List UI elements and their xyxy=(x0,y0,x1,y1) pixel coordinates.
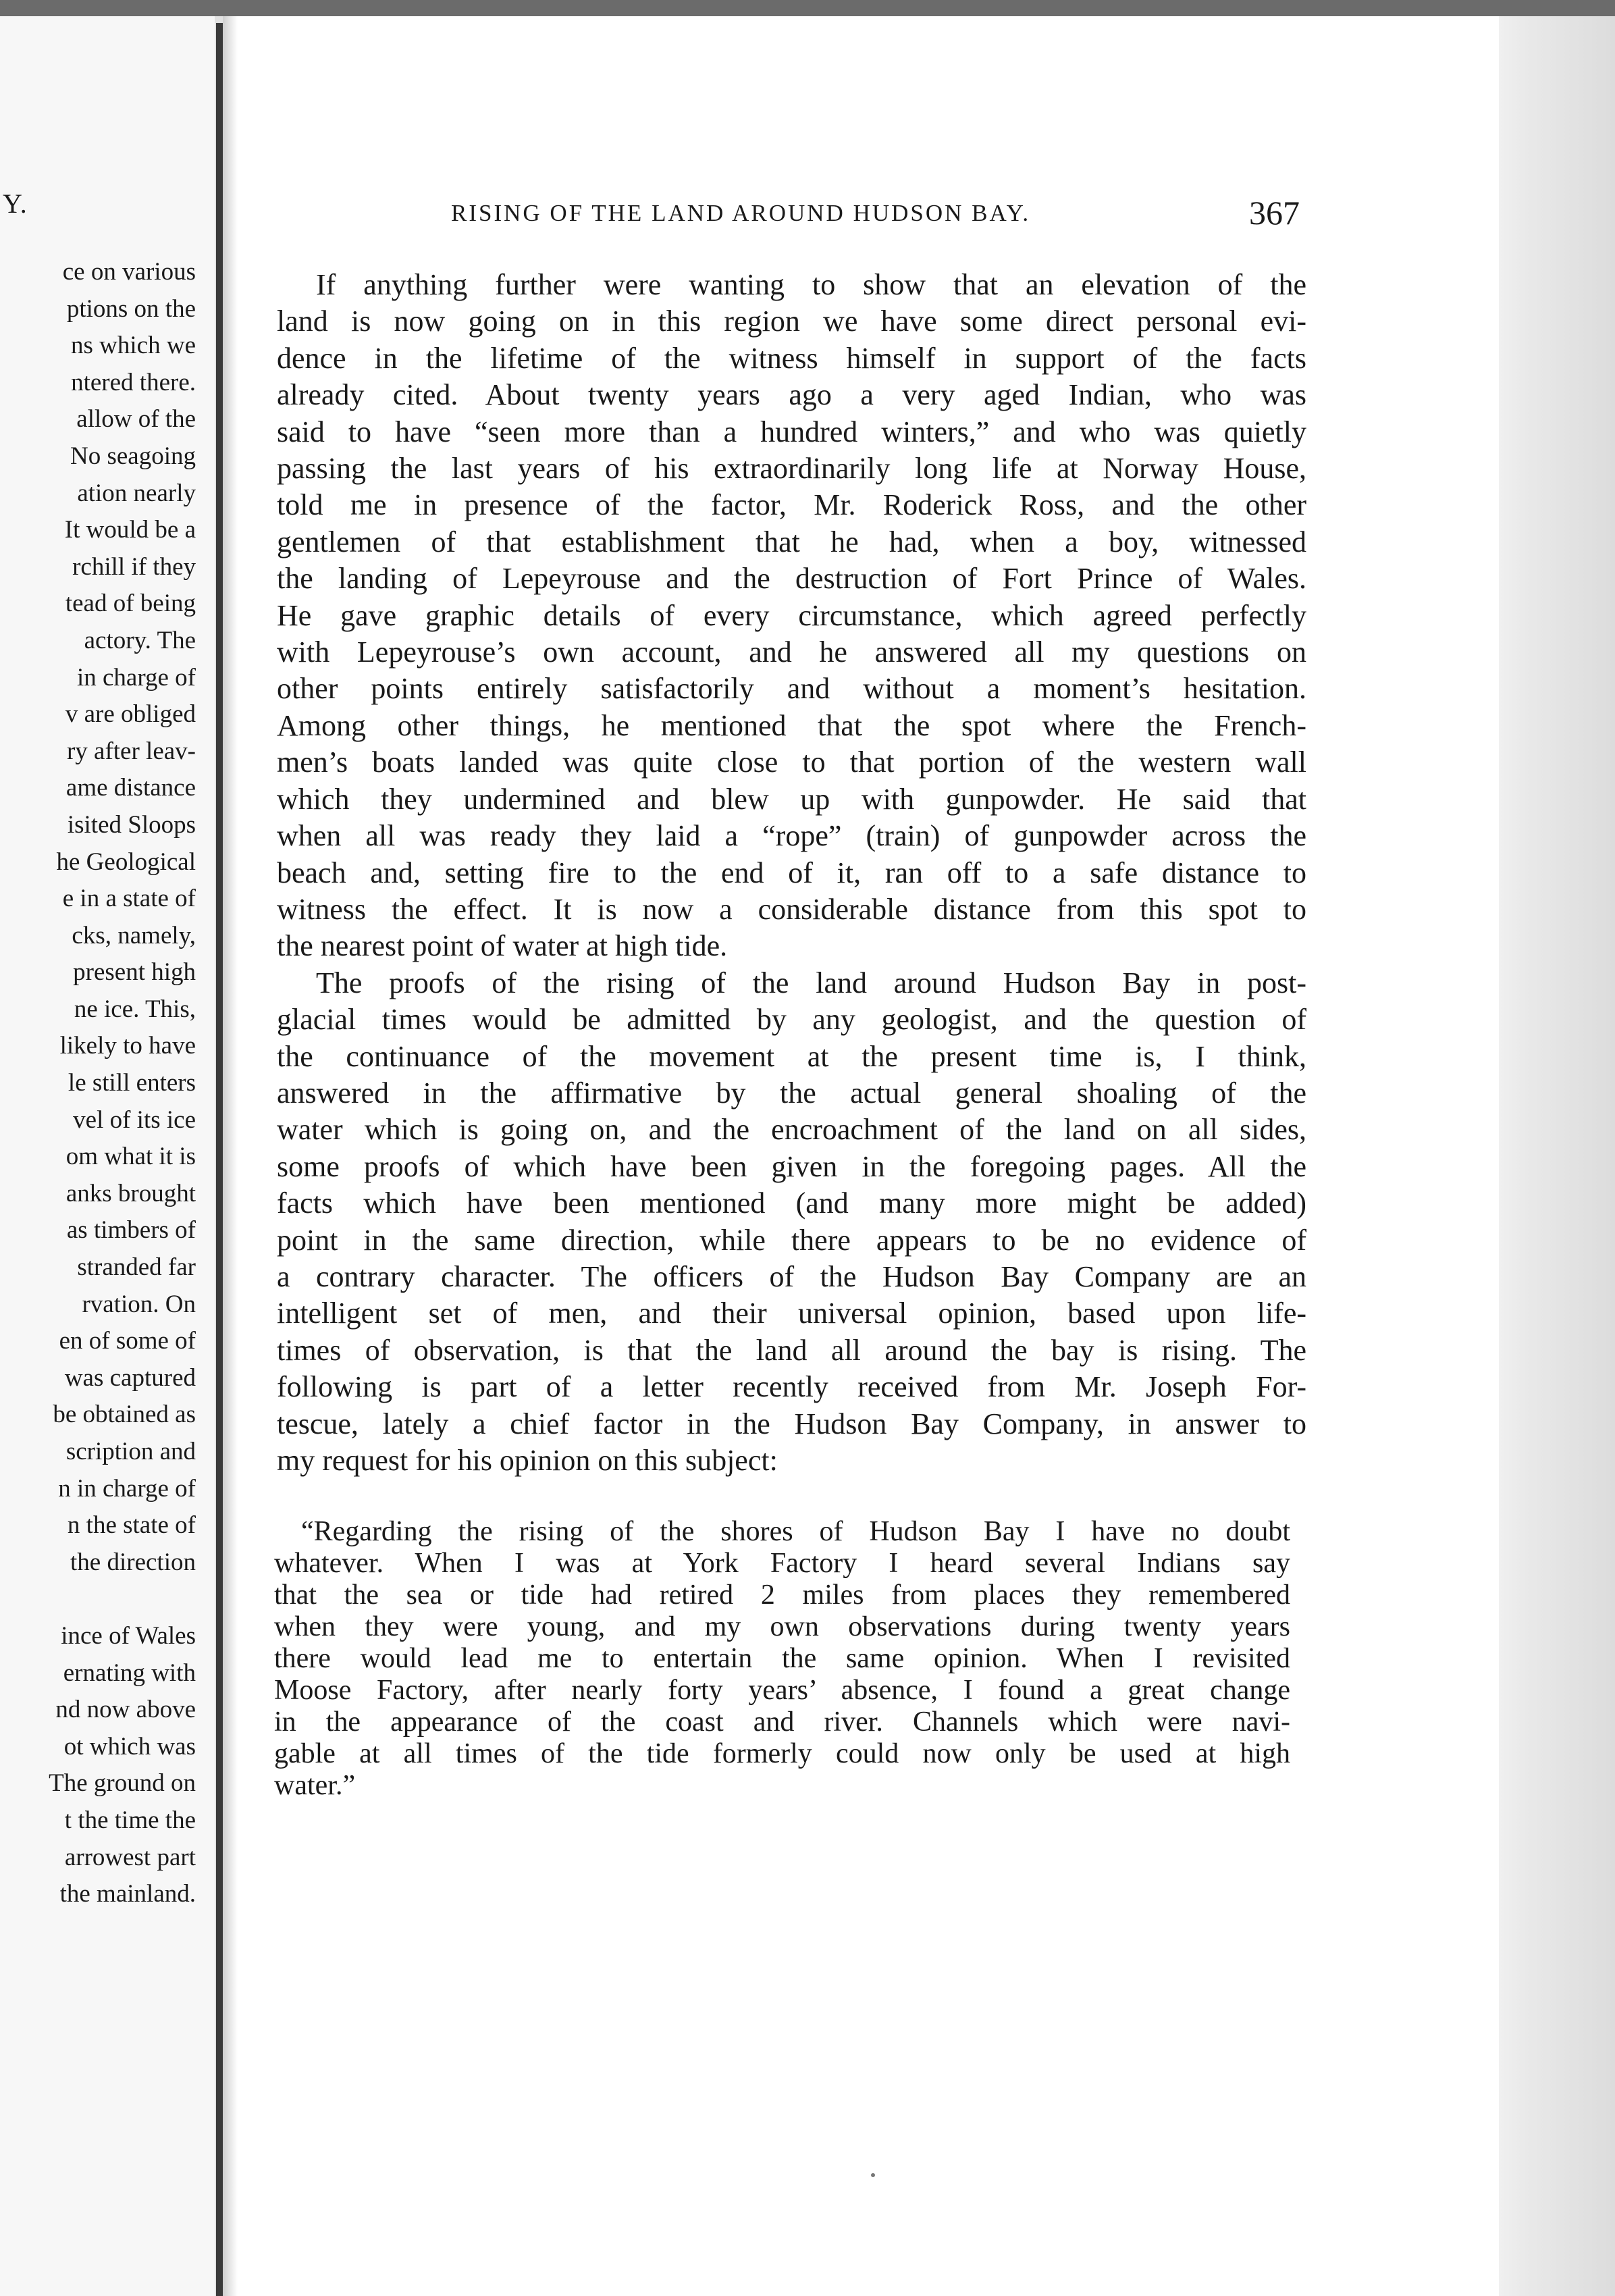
left-page-line: stranded far xyxy=(77,1253,196,1282)
paragraph-1 xyxy=(277,267,1306,965)
block-quote xyxy=(274,1516,1290,1802)
left-page-line: nd now above xyxy=(55,1696,196,1724)
paragraph-2 xyxy=(277,965,1306,1480)
left-page-line: No seagoing xyxy=(70,442,196,470)
page-number: 367 xyxy=(1249,194,1300,232)
left-page-line: ot which was xyxy=(63,1732,196,1760)
left-page-line: ernating with xyxy=(63,1659,196,1687)
left-page-line: e in a state of xyxy=(62,885,196,913)
left-page-line: isited Sloops xyxy=(67,810,196,839)
quote-line: gable at all times of the tide formerly could now only be used at high xyxy=(274,1738,1290,1769)
left-page-line: be obtained as xyxy=(53,1401,196,1429)
left-page-line: n in charge of xyxy=(58,1474,196,1503)
body-line: told me in presence of the factor, Mr. Roderick Ross, and the other xyxy=(277,488,1306,522)
quote-line: whatever. When I was at York Factory I heard several Indians say xyxy=(274,1548,1290,1579)
left-page-line: tead of being xyxy=(65,590,196,618)
left-page-line: le still enters xyxy=(68,1069,196,1097)
quote-line: that the sea or tide had retired 2 miles from places they remembered xyxy=(274,1580,1290,1611)
left-page-line: the direction xyxy=(70,1548,196,1576)
left-page-line: as timbers of xyxy=(66,1216,196,1245)
left-page-line: en of some of xyxy=(59,1327,196,1355)
body-line: He gave graphic details of every circumstance, which agreed perfectly xyxy=(277,598,1306,632)
left-page-line: rchill if they xyxy=(72,552,196,581)
body-line: tescue, lately a chief factor in the Hudson Bay Company, in answer to xyxy=(277,1407,1306,1440)
body-line: my request for his opinion on this subject: xyxy=(277,1444,778,1477)
left-page-line: anks brought xyxy=(65,1179,196,1207)
left-page-line: ne ice. This, xyxy=(74,995,196,1023)
body-line: Among other things, he mentioned that the spot where the French- xyxy=(277,708,1306,742)
left-page-line: ry after leav- xyxy=(66,737,196,765)
left-page-line: ce on various xyxy=(62,258,196,286)
body-line: already cited. About twenty years ago a very aged Indian, who was xyxy=(277,378,1306,412)
body-line: the nearest point of water at high tide. xyxy=(277,929,728,963)
left-page-line: scription and xyxy=(65,1438,196,1465)
left-page-line: likely to have xyxy=(59,1032,196,1060)
left-page-line: ame distance xyxy=(65,774,196,802)
left-page-line: ptions on the xyxy=(66,294,196,323)
body-line: which they undermined and blew up with gunpowder. He said that xyxy=(277,782,1306,816)
quote-line: when they were young, and my own observations during twenty years xyxy=(274,1611,1290,1642)
left-page-line: the mainland. xyxy=(59,1880,196,1908)
body-line: glacial times would be admitted by any geologist, and the question of xyxy=(277,1003,1306,1037)
body-line: some proofs of which have been given in the foregoing pages. All the xyxy=(277,1149,1306,1183)
left-page-text-column xyxy=(49,254,196,1913)
body-line: point in the same direction, while there appears to be no evidence of xyxy=(277,1223,1306,1257)
body-line: witness the effect. It is now a considerable distance from this spot to xyxy=(277,892,1306,926)
left-page-line: actory. The xyxy=(84,626,196,654)
quote-line: in the appearance of the coast and river. Channels which were navi- xyxy=(274,1706,1290,1738)
quote-line: Moose Factory, after nearly forty years’ absence, I found a great change xyxy=(274,1675,1290,1706)
body-line: said to have “seen more than a hundred winters,” and who was quietly xyxy=(277,415,1306,448)
left-facing-page xyxy=(0,16,215,2296)
left-page-line: n the state of xyxy=(67,1511,196,1540)
left-page-line: ation nearly xyxy=(77,479,196,507)
body-line: with Lepeyrouse’s own account, and he answered all my questions on xyxy=(277,635,1306,669)
left-page-line: in charge of xyxy=(76,663,196,692)
page-gutter-line xyxy=(216,23,223,2296)
left-page-line: ince of Wales xyxy=(61,1621,196,1650)
body-text xyxy=(277,267,1306,1479)
left-page-line: present high xyxy=(73,958,196,987)
left-page-line: ns which we xyxy=(71,332,196,360)
body-line: dence in the lifetime of the witness himself in support of the facts xyxy=(277,341,1306,375)
body-line: the landing of Lepeyrouse and the destruction of Fort Prince of Wales. xyxy=(277,562,1306,596)
scan-right-margin xyxy=(1499,16,1615,2296)
quote-line: there would lead me to entertain the same opinion. When I revisited xyxy=(274,1643,1290,1674)
page-gutter-shadow xyxy=(223,16,238,2296)
left-page-line xyxy=(49,1581,196,1618)
body-line: facts which have been mentioned (and many more might be added) xyxy=(277,1186,1306,1220)
body-line: other points entirely satisfactorily and without a moment’s hesitation. xyxy=(277,672,1306,706)
body-line: passing the last years of his extraordinarily long life at Norway House, xyxy=(277,452,1306,486)
scan-speck xyxy=(871,2173,875,2177)
body-line: when all was ready they laid a “rope” (train) of gunpowder across the xyxy=(277,819,1306,853)
left-page-line: t the time the xyxy=(64,1806,196,1834)
left-page-line: arrowest part xyxy=(64,1843,196,1871)
left-page-line: allow of the xyxy=(76,405,196,434)
running-head: RISING OF THE LAND AROUND HUDSON BAY. xyxy=(451,200,1031,226)
left-page-line: The ground on xyxy=(49,1769,196,1798)
left-page-line: rvation. On xyxy=(82,1290,196,1318)
body-line: beach and, setting fire to the end of it, ran off to a safe distance to xyxy=(277,856,1306,889)
left-page-header-fragment: Y. xyxy=(3,188,28,219)
left-page-line: vel of its ice xyxy=(73,1105,196,1134)
body-line: If anything further were wanting to show that an elevation of the xyxy=(316,268,1306,301)
body-line: following is part of a letter recently received from Mr. Joseph For- xyxy=(277,1370,1306,1404)
body-line: times of observation, is that the land all around the bay is rising. The xyxy=(277,1333,1306,1367)
left-page-line: v are obliged xyxy=(65,700,196,729)
body-line: answered in the affirmative by the actual general shoaling of the xyxy=(277,1076,1306,1110)
body-line: the continuance of the movement at the present time is, I think, xyxy=(277,1039,1306,1073)
left-page-line: ntered there. xyxy=(71,368,196,396)
left-page-line: om what it is xyxy=(65,1143,196,1171)
scan-top-edge xyxy=(0,0,1615,16)
body-line: water which is going on, and the encroachment of the land on all sides, xyxy=(277,1113,1306,1147)
left-page-line: he Geological xyxy=(56,847,196,876)
left-page-line: cks, namely, xyxy=(72,921,196,949)
body-line: men’s boats landed was quite close to that portion of the western wall xyxy=(277,746,1306,779)
body-line: gentlemen of that establishment that he had, when a boy, witnessed xyxy=(277,525,1306,558)
quote-line: “Regarding the rising of the shores of Hudson Bay I have no doubt xyxy=(301,1516,1290,1547)
left-page-line: was captured xyxy=(64,1363,196,1392)
body-line: a contrary character. The officers of the Hudson Bay Company are an xyxy=(277,1259,1306,1293)
left-page-line: It would be a xyxy=(64,516,196,544)
quote-line: water.” xyxy=(274,1770,356,1801)
body-line: land is now going on in this region we have some direct personal evi- xyxy=(277,305,1306,338)
body-line: intelligent set of men, and their universal opinion, based upon life- xyxy=(277,1297,1306,1330)
body-line: The proofs of the rising of the land around Hudson Bay in post- xyxy=(316,966,1306,999)
